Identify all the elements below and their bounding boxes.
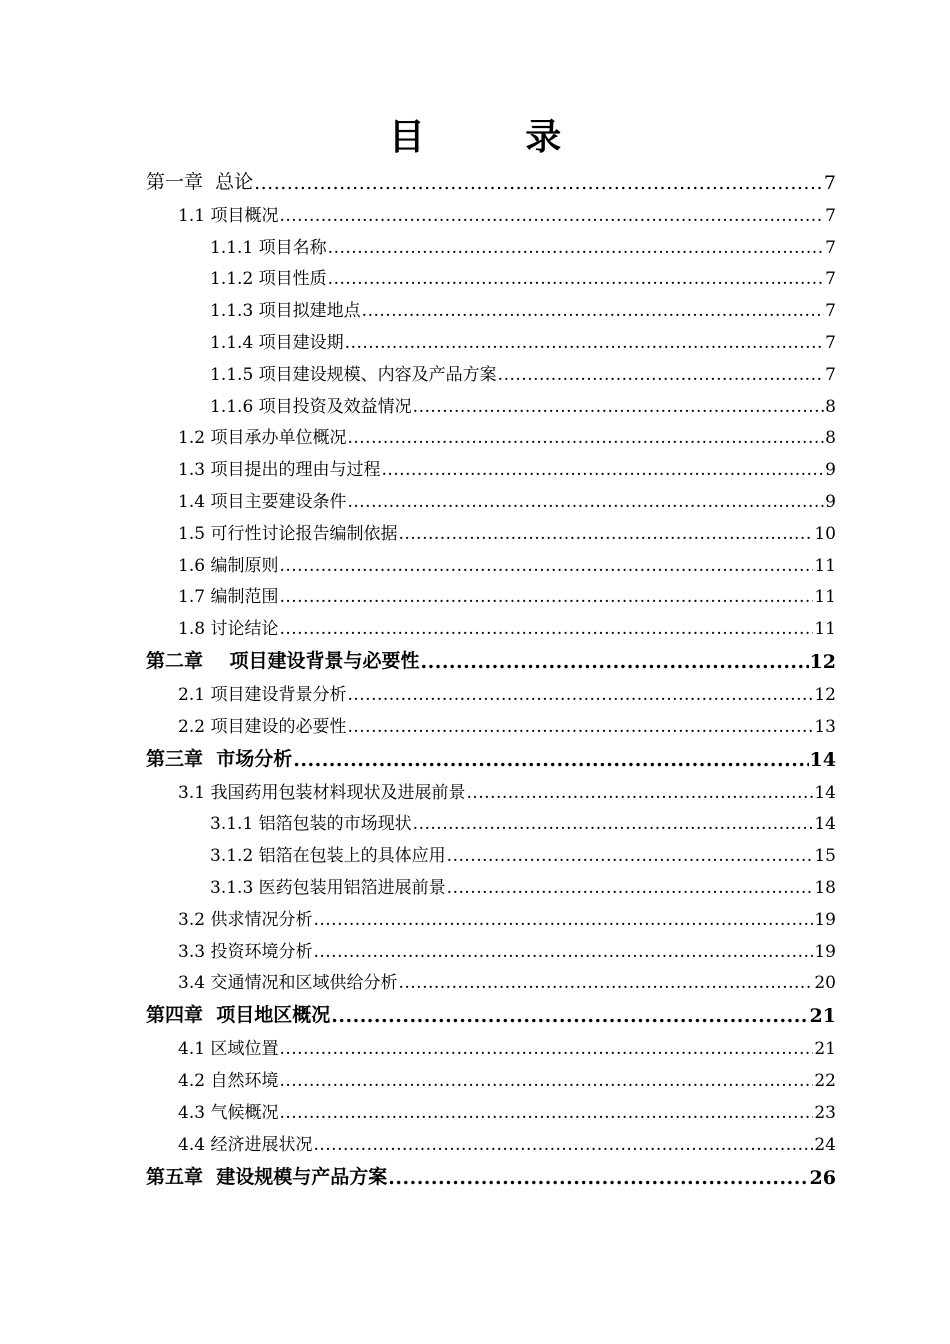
toc-page-number: 22 xyxy=(814,1070,836,1091)
toc-entry-label: 1.7 编制范围 xyxy=(178,587,279,608)
toc-entry-label: 3.1 我国药用包装材料现状及进展前景 xyxy=(178,782,466,803)
toc-page-number: 19 xyxy=(814,941,836,962)
toc-dot-leader xyxy=(413,814,814,834)
toc-dot-leader xyxy=(447,846,814,866)
toc-dot-leader xyxy=(347,685,813,705)
toc-entry-label: 第四章 项目地区概况 xyxy=(146,1004,331,1027)
toc-dot-leader xyxy=(381,460,824,480)
toc-section-entry[interactable] xyxy=(146,226,836,258)
toc-section-entry[interactable] xyxy=(146,417,836,449)
toc-entry-label: 2.2 项目建设的必要性 xyxy=(178,716,347,737)
toc-entry-label: 1.1.5 项目建设规模、内容及产品方案 xyxy=(210,364,497,385)
toc-page-number: 7 xyxy=(825,269,836,290)
toc-dot-leader xyxy=(347,717,813,737)
toc-dot-leader xyxy=(498,365,825,385)
toc-page-number: 18 xyxy=(814,877,836,898)
toc-section-entry[interactable] xyxy=(146,289,836,321)
toc-dot-leader xyxy=(331,1005,808,1027)
toc-section-entry[interactable] xyxy=(146,930,836,962)
toc-entry-label: 3.2 供求情况分析 xyxy=(178,909,313,930)
toc-dot-leader xyxy=(279,1071,813,1091)
toc-entry-label: 3.4 交通情况和区域供给分析 xyxy=(178,973,398,994)
toc-entry-label: 4.1 区域位置 xyxy=(178,1039,279,1060)
toc-section-entry[interactable] xyxy=(146,385,836,417)
toc-page-number: 7 xyxy=(825,364,836,385)
toc-dot-leader xyxy=(313,942,813,962)
toc-page-number: 15 xyxy=(814,846,836,867)
toc-entry-label: 3.1.3 医药包装用铝箔进展前景 xyxy=(210,877,446,898)
toc-section-entry[interactable] xyxy=(146,771,836,803)
toc-page-number: 19 xyxy=(814,909,836,930)
toc-section-entry[interactable] xyxy=(146,1059,836,1091)
toc-chapter-entry[interactable] xyxy=(146,993,836,1027)
toc-dot-leader xyxy=(466,783,813,803)
toc-section-entry[interactable] xyxy=(146,194,836,226)
toc-dot-leader xyxy=(347,492,824,512)
toc-dot-leader xyxy=(279,206,824,226)
toc-entry-label: 第一章 总论 xyxy=(146,171,254,193)
toc-section-entry[interactable] xyxy=(146,544,836,576)
toc-entry-label: 3.1.1 铝箔包装的市场现状 xyxy=(210,814,412,835)
toc-chapter-entry[interactable] xyxy=(146,639,836,673)
toc-dot-leader xyxy=(413,397,825,417)
toc-entry-label: 1.1 项目概况 xyxy=(178,205,279,226)
toc-dot-leader xyxy=(313,910,813,930)
toc-section-entry[interactable] xyxy=(146,803,836,835)
toc-entry-label: 1.8 讨论结论 xyxy=(178,619,279,640)
toc-dot-leader xyxy=(398,973,813,993)
toc-section-entry[interactable] xyxy=(146,1091,836,1123)
toc-entry-label: 1.1.3 项目拟建地点 xyxy=(210,301,361,322)
toc-entry-label: 3.3 投资环境分析 xyxy=(178,941,313,962)
toc-dot-leader xyxy=(345,333,825,353)
toc-page-number: 7 xyxy=(825,205,836,226)
toc-chapter-entry[interactable] xyxy=(146,737,836,771)
toc-entry-label: 1.1.6 项目投资及效益情况 xyxy=(210,396,412,417)
toc-page-number: 23 xyxy=(814,1102,836,1123)
toc-entry-label: 第三章 市场分析 xyxy=(146,747,293,770)
toc-section-entry[interactable] xyxy=(146,834,836,866)
toc-entry-label: 1.1.2 项目性质 xyxy=(210,269,327,290)
toc-dot-leader xyxy=(254,172,823,194)
toc-section-entry[interactable] xyxy=(146,321,836,353)
toc-section-entry[interactable] xyxy=(146,898,836,930)
toc-dot-leader xyxy=(279,1103,813,1123)
toc-dot-leader xyxy=(328,269,825,289)
toc-page-number: 11 xyxy=(814,619,836,640)
toc-page-number: 13 xyxy=(814,716,836,737)
toc-entry-label: 第五章 建设规模与产品方案 xyxy=(146,1165,388,1188)
toc-page-number: 11 xyxy=(814,587,836,608)
toc-page-number: 14 xyxy=(814,814,836,835)
toc-entry-label: 3.1.2 铝箔在包装上的具体应用 xyxy=(210,846,446,867)
toc-dot-leader xyxy=(279,1039,813,1059)
toc-entry-label: 1.1.4 项目建设期 xyxy=(210,332,344,353)
table-of-contents xyxy=(146,160,836,1189)
toc-page-number: 21 xyxy=(809,1005,836,1028)
toc-page-number: 14 xyxy=(814,782,836,803)
toc-section-entry[interactable] xyxy=(146,1123,836,1155)
toc-dot-leader xyxy=(347,428,824,448)
toc-page-number: 11 xyxy=(814,555,836,576)
toc-dot-leader xyxy=(279,587,813,607)
toc-entry-label: 4.4 经济进展状况 xyxy=(178,1134,313,1155)
toc-page-number: 7 xyxy=(823,172,836,194)
toc-section-entry[interactable] xyxy=(146,448,836,480)
toc-entry-label: 1.1.1 项目名称 xyxy=(210,237,327,258)
toc-section-entry[interactable] xyxy=(146,258,836,290)
toc-entry-label: 4.3 气候概况 xyxy=(178,1102,279,1123)
toc-page-number: 7 xyxy=(825,332,836,353)
toc-page-number: 26 xyxy=(809,1166,836,1189)
toc-dot-leader xyxy=(328,238,825,258)
toc-entry-label: 1.6 编制原则 xyxy=(178,555,279,576)
toc-dot-leader xyxy=(362,301,825,321)
toc-dot-leader xyxy=(279,556,813,576)
toc-chapter-entry[interactable] xyxy=(146,160,836,194)
toc-section-entry[interactable] xyxy=(146,866,836,898)
toc-dot-leader xyxy=(388,1167,808,1189)
toc-page-number: 12 xyxy=(814,684,836,705)
toc-dot-leader xyxy=(447,878,814,898)
toc-page-number: 8 xyxy=(825,396,836,417)
toc-page-number: 9 xyxy=(825,491,836,512)
toc-dot-leader xyxy=(313,1135,813,1155)
toc-entry-label: 1.4 项目主要建设条件 xyxy=(178,491,347,512)
toc-page-number: 24 xyxy=(814,1134,836,1155)
toc-chapter-entry[interactable] xyxy=(146,1155,836,1189)
toc-entry-label: 1.3 项目提出的理由与过程 xyxy=(178,460,381,481)
toc-page-number: 8 xyxy=(825,428,836,449)
toc-title: 目 录 xyxy=(388,116,606,158)
toc-section-entry[interactable] xyxy=(146,353,836,385)
toc-section-entry[interactable] xyxy=(146,1027,836,1059)
toc-section-entry[interactable] xyxy=(146,512,836,544)
toc-section-entry[interactable] xyxy=(146,705,836,737)
toc-section-entry[interactable] xyxy=(146,480,836,512)
toc-section-entry[interactable] xyxy=(146,962,836,994)
toc-entry-label: 1.5 可行性讨论报告编制依据 xyxy=(178,523,398,544)
toc-dot-leader xyxy=(293,749,808,771)
toc-page-number: 21 xyxy=(814,1039,836,1060)
toc-page-number: 14 xyxy=(809,748,836,771)
toc-page-number: 7 xyxy=(825,237,836,258)
toc-entry-label: 4.2 自然环境 xyxy=(178,1070,279,1091)
toc-section-entry[interactable] xyxy=(146,673,836,705)
toc-section-entry[interactable] xyxy=(146,607,836,639)
toc-page-number: 12 xyxy=(809,651,836,674)
toc-section-entry[interactable] xyxy=(146,576,836,608)
toc-dot-leader xyxy=(279,619,813,639)
toc-entry-label: 2.1 项目建设背景分析 xyxy=(178,684,347,705)
toc-entry-label: 1.2 项目承办单位概况 xyxy=(178,428,347,449)
toc-entry-label: 第二章 项目建设背景与必要性 xyxy=(146,650,420,673)
toc-dot-leader xyxy=(398,524,813,544)
toc-dot-leader xyxy=(420,651,808,673)
toc-page-number: 20 xyxy=(814,973,836,994)
toc-page-number: 10 xyxy=(814,523,836,544)
toc-page-number: 9 xyxy=(825,460,836,481)
toc-page-number: 7 xyxy=(825,301,836,322)
